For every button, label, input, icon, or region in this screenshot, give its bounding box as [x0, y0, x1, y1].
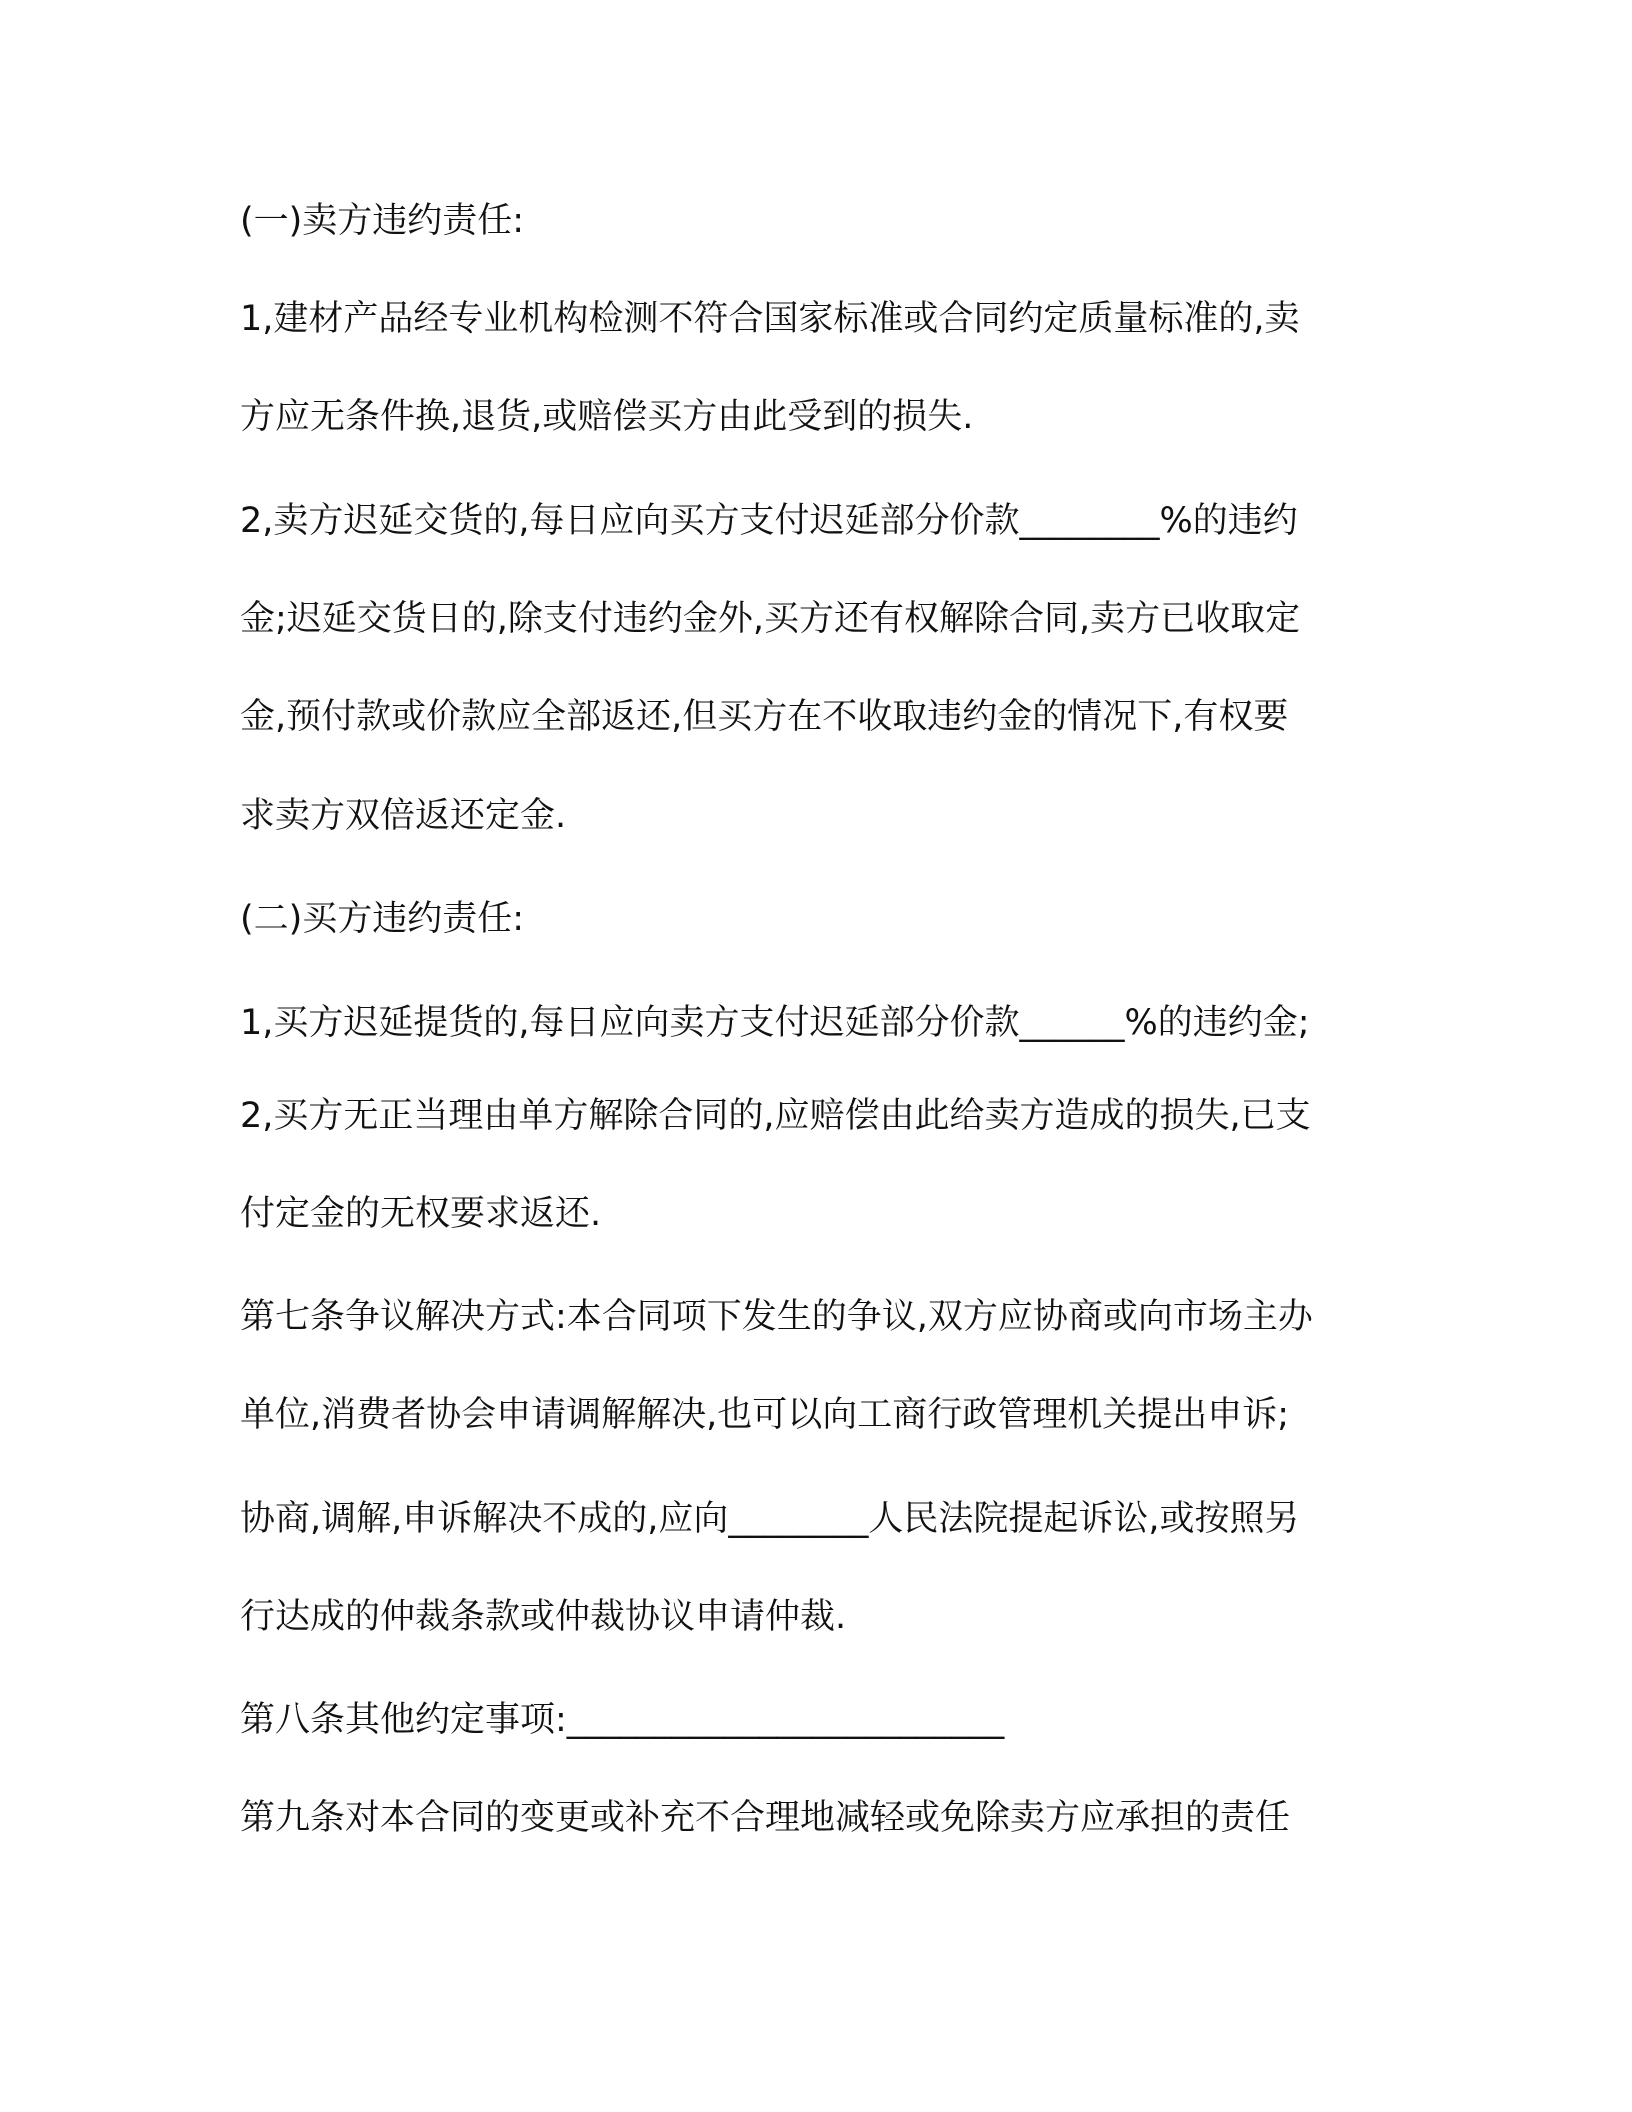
heading-buyer-liability: (二)买方违约责任:: [240, 899, 525, 939]
paragraph-line: 单位,消费者协会申请调解解决,也可以向工商行政管理机关提出申诉;: [240, 1395, 1290, 1435]
paragraph-line: 金,预付款或价款应全部返还,但买方在不收取违约金的情况下,有权要: [240, 697, 1289, 737]
paragraph-line: 行达成的仲裁条款或仲裁协议申请仲裁.: [240, 1597, 847, 1637]
article-8-line: 第八条其他约定事项:_________________________: [240, 1700, 1005, 1740]
paragraph-line: 2,买方无正当理由单方解除合同的,应赔偿由此给卖方造成的损失,已支: [240, 1096, 1311, 1136]
paragraph-line: 金;迟延交货日的,除支付违约金外,买方还有权解除合同,卖方已收取定: [240, 599, 1301, 639]
article-9-line: 第九条对本合同的变更或补充不合理地减轻或免除卖方应承担的责任: [240, 1798, 1291, 1838]
paragraph-line: 2,卖方迟延交货的,每日应向买方支付迟延部分价款________%的违约: [240, 501, 1298, 541]
paragraph-line: 求卖方双倍返还定金.: [240, 796, 567, 836]
paragraph-line: 付定金的无权要求返还.: [240, 1194, 602, 1234]
paragraph-line: 1,买方迟延提货的,每日应向卖方支付迟延部分价款______%的违约金;: [240, 1003, 1310, 1043]
article-7-line: 第七条争议解决方式:本合同项下发生的争议,双方应协商或向市场主办: [240, 1297, 1313, 1337]
paragraph-line: 方应无条件换,退货,或赔偿买方由此受到的损失.: [240, 397, 974, 437]
paragraph-line: 1,建材产品经专业机构检测不符合国家标准或合同约定质量标准的,卖: [240, 299, 1300, 339]
paragraph-line: 协商,调解,申诉解决不成的,应向________人民法院提起诉讼,或按照另: [240, 1499, 1300, 1539]
heading-seller-liability: (一)卖方违约责任:: [240, 201, 525, 241]
